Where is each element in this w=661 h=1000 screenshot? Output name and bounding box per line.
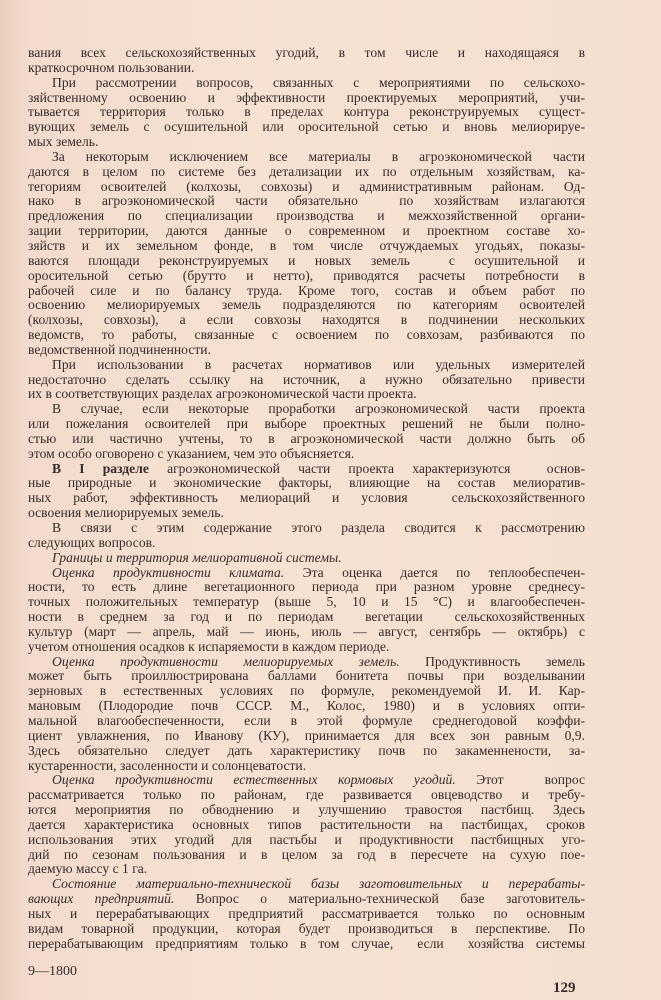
text-run: (колхозы, совхозы), а если совхозы находятся в подчинении нескольких [28, 312, 585, 328]
italic-heading: Оценка продуктивности климата. [52, 564, 285, 580]
text-run: вания всех сельскохозяйственных угодий, в том числе и находящаяся в [28, 45, 585, 60]
text-run: даемую массу с 1 га. [28, 861, 148, 877]
text-run: ются мероприятия по обводнению и улучшению травостоя пастбищ. Здесь [28, 802, 585, 818]
text-run: может быть проиллюстрирована баллами бонитета почвы при возделывании [28, 668, 585, 684]
text-run: учетом отношения осадков к испаряемости в каждом периоде. [28, 638, 390, 654]
text-line [28, 120, 585, 135]
text-line [28, 566, 585, 581]
text-line [28, 640, 585, 655]
text-line [28, 506, 585, 521]
text-line [28, 284, 585, 299]
text-run: Вопрос о материально-технической базе заготовитель- [174, 891, 585, 907]
text-line [28, 402, 585, 417]
italic-heading: Оценка продуктивности мелиорируемых земель. [52, 653, 400, 669]
text-run: В связи с этим содержание этого раздела сводится к рассмотрению [52, 520, 585, 535]
text-line [28, 610, 585, 625]
text-run: ведомственной подчиненности. [28, 341, 211, 357]
text-line [28, 877, 585, 892]
text-run: ведомств, то работы, связанные с освоением по совхозам, разбиваются по [28, 327, 585, 343]
text-run: агроэкономической части проекта характеризуются основ- [148, 460, 585, 476]
text-run: зерновых в естественных условиях по формуле, рекомендуемой И. И. Кар- [28, 683, 585, 699]
text-run: дий по сезонам пользования и в целом за год в пересчете на сухую пое- [28, 846, 585, 862]
text-run: освоения мелиорируемых земель. [28, 505, 224, 521]
text-line [28, 432, 585, 447]
italic-heading: вающих предприятий. [28, 891, 175, 907]
text-line [28, 937, 585, 952]
text-run: тегориям освоителей (колхозы, совхозы) и административным районам. Од- [28, 178, 585, 194]
text-run: Здесь обязательно следует дать характеристику почв по закаменнености, за- [28, 742, 585, 758]
text-run: За некоторым исключением все материалы в агроэкономической части [52, 148, 585, 164]
text-run: кустаренности, засоленности и солонцеватости. [28, 757, 307, 773]
text-run: ваются площади реконструируемых и новых земель с осушительной и [28, 252, 585, 268]
text-run: мановым (Плодородие почв СССР. М., Колос, 1980) и в условиях опти- [28, 698, 585, 714]
text-line [28, 269, 585, 284]
text-run: Этот вопрос [455, 772, 585, 788]
italic-heading: Состояние материально-технической базы заготовительных и перерабаты- [52, 876, 585, 892]
bold-text: В I разделе [52, 460, 149, 476]
text-line [28, 788, 585, 803]
text-line [28, 313, 585, 328]
text-run: Эта оценка дается по теплообеспечен- [284, 564, 585, 580]
page-number: 129 [553, 980, 576, 996]
text-line [28, 298, 585, 313]
text-line [28, 61, 585, 76]
text-run: стью или частично учтены, то в агроэкономической части должно быть об [28, 430, 585, 446]
text-line [28, 165, 585, 180]
text-run: ных и перерабатывающих предприятий рассматривается только по основным [28, 905, 585, 921]
text-line [28, 521, 585, 536]
text-line [28, 105, 585, 120]
text-line [28, 684, 585, 699]
text-line [28, 491, 585, 506]
text-line [28, 729, 585, 744]
text-run: точных положительных температур (выше 5, 10 и 15 °С) и влагообеспечен- [28, 594, 585, 610]
text-line [28, 358, 585, 373]
text-line [28, 239, 585, 254]
text-run: этом особо оговорено с указанием, чем это объясняется. [28, 445, 355, 461]
text-line [28, 343, 585, 358]
text-line [28, 91, 585, 106]
text-line [28, 209, 585, 224]
text-run: В случае, если некоторые проработки агроэкономической части проекта [52, 401, 585, 417]
text-line [28, 417, 585, 432]
text-line [28, 180, 585, 195]
text-run: рабочей силе и по балансу труда. Кроме того, состав и объем работ по [28, 282, 585, 298]
text-line [28, 373, 585, 388]
text-run: зяйств и их земельном фонде, в том числе отчуждаемых угодьях, показы- [28, 237, 585, 253]
text-run: даются в целом по системе без детализации их по отдельным хозяйствам, ка- [28, 163, 585, 179]
text-run: При использовании в расчетах нормативов или удельных измерителей [52, 356, 585, 372]
text-run: краткосрочном пользовании. [28, 59, 195, 75]
text-line [28, 818, 585, 833]
text-run: мальной влагообеспеченности, если в этой формуле среднегодовой коэффи- [28, 712, 585, 728]
text-line [28, 773, 585, 788]
text-run: Продуктивность земель [399, 653, 585, 669]
text-run: культур (март — апрель, май — июнь, июль — август, сентябрь — октябрь) с [28, 623, 585, 639]
text-run: дается характеристика основных типов растительности на пастбищах, сроков [28, 816, 585, 832]
text-run: следующих вопросов. [28, 534, 156, 550]
text-line [28, 536, 585, 551]
text-line [28, 803, 585, 818]
text-run: оросительной сетью (брутто и нетто), приводятся расчеты потребности в [28, 267, 585, 283]
text-line [28, 46, 585, 61]
text-line [28, 669, 585, 684]
text-run: мых земель. [28, 134, 99, 150]
text-line [28, 580, 585, 595]
text-run: освоению мелиорируемых земель подразделяются по категориям освоителей [28, 297, 585, 313]
text-line [28, 922, 585, 937]
text-run: ные природные и экономические факторы, влияющие на состав мелиоратив- [28, 475, 585, 491]
text-run: ности, то есть длине вегетационного периода при разном уровне среднесу- [28, 579, 585, 595]
text-line [28, 655, 585, 670]
text-line [28, 76, 585, 91]
body-text [28, 46, 585, 951]
text-run: перерабатывающим предприятиям только в том случае, если хозяйства системы [28, 935, 585, 951]
text-run: циент увлажнения, по Иванову (КУ), принимается для всех зон равным 0,9. [28, 727, 585, 743]
text-run: ных работ, эффективность мелиораций и условия сельскохозяйственного [28, 490, 585, 506]
text-run: При рассмотрении вопросов, связанных с мероприятиями по сельскохо- [52, 74, 585, 90]
text-line [28, 462, 585, 477]
text-line [28, 907, 585, 922]
text-run: нако в агроэкономической части обязательно по хозяйствам излагаются [28, 193, 585, 209]
text-line [28, 759, 585, 774]
text-line [28, 447, 585, 462]
text-line [28, 150, 585, 165]
text-line [28, 699, 585, 714]
text-line [28, 595, 585, 610]
italic-heading: Оценка продуктивности естественных кормовых угодий. [52, 772, 456, 788]
text-line [28, 714, 585, 729]
text-line [28, 224, 585, 239]
text-line [28, 862, 585, 877]
text-line [28, 744, 585, 759]
text-line [28, 328, 585, 343]
text-run: использования этих угодий для пастьбы и продуктивности пастбищных уго- [28, 831, 585, 847]
text-line [28, 387, 585, 402]
text-run: ности в среднем за год и по периодам вегетации сельскохозяйственных [28, 609, 585, 625]
text-run: предложения по специализации производства и межхозяйственной органи- [28, 208, 585, 224]
text-run: недостаточно сделать ссылку на источник, а нужно обязательно привести [28, 371, 585, 387]
text-run: видам товарной продукции, которая будет производиться в перспективе. По [28, 920, 585, 936]
text-run: или пожелания освоителей при выборе проектных решений не были полно- [28, 416, 585, 432]
text-run: рассматривается только по районам, где развивается овцеводство и требу- [28, 787, 585, 803]
text-line [28, 476, 585, 491]
text-run: их в соответствующих разделах агроэкономической части проекта. [28, 386, 417, 402]
italic-heading: Границы и территория мелиоративной системы. [52, 549, 342, 565]
text-run: зации территории, даются данные о современном и проектном составе хо- [28, 223, 585, 239]
text-line [28, 194, 585, 209]
text-line [28, 848, 585, 863]
printer-signature: 9—1800 [28, 964, 77, 979]
text-run: зяйственному освоению и эффективности проектируемых мероприятий, учи- [28, 89, 585, 105]
text-line [28, 254, 585, 269]
text-line [28, 892, 585, 907]
text-line [28, 625, 585, 640]
text-run: тывается территория только в пределах контура реконструируемых сущест- [28, 104, 585, 120]
text-line [28, 135, 585, 150]
text-run: вующих земель с осушительной или оросительной сетью и вновь мелиорируе- [28, 119, 585, 135]
text-line [28, 551, 585, 566]
text-line [28, 833, 585, 848]
